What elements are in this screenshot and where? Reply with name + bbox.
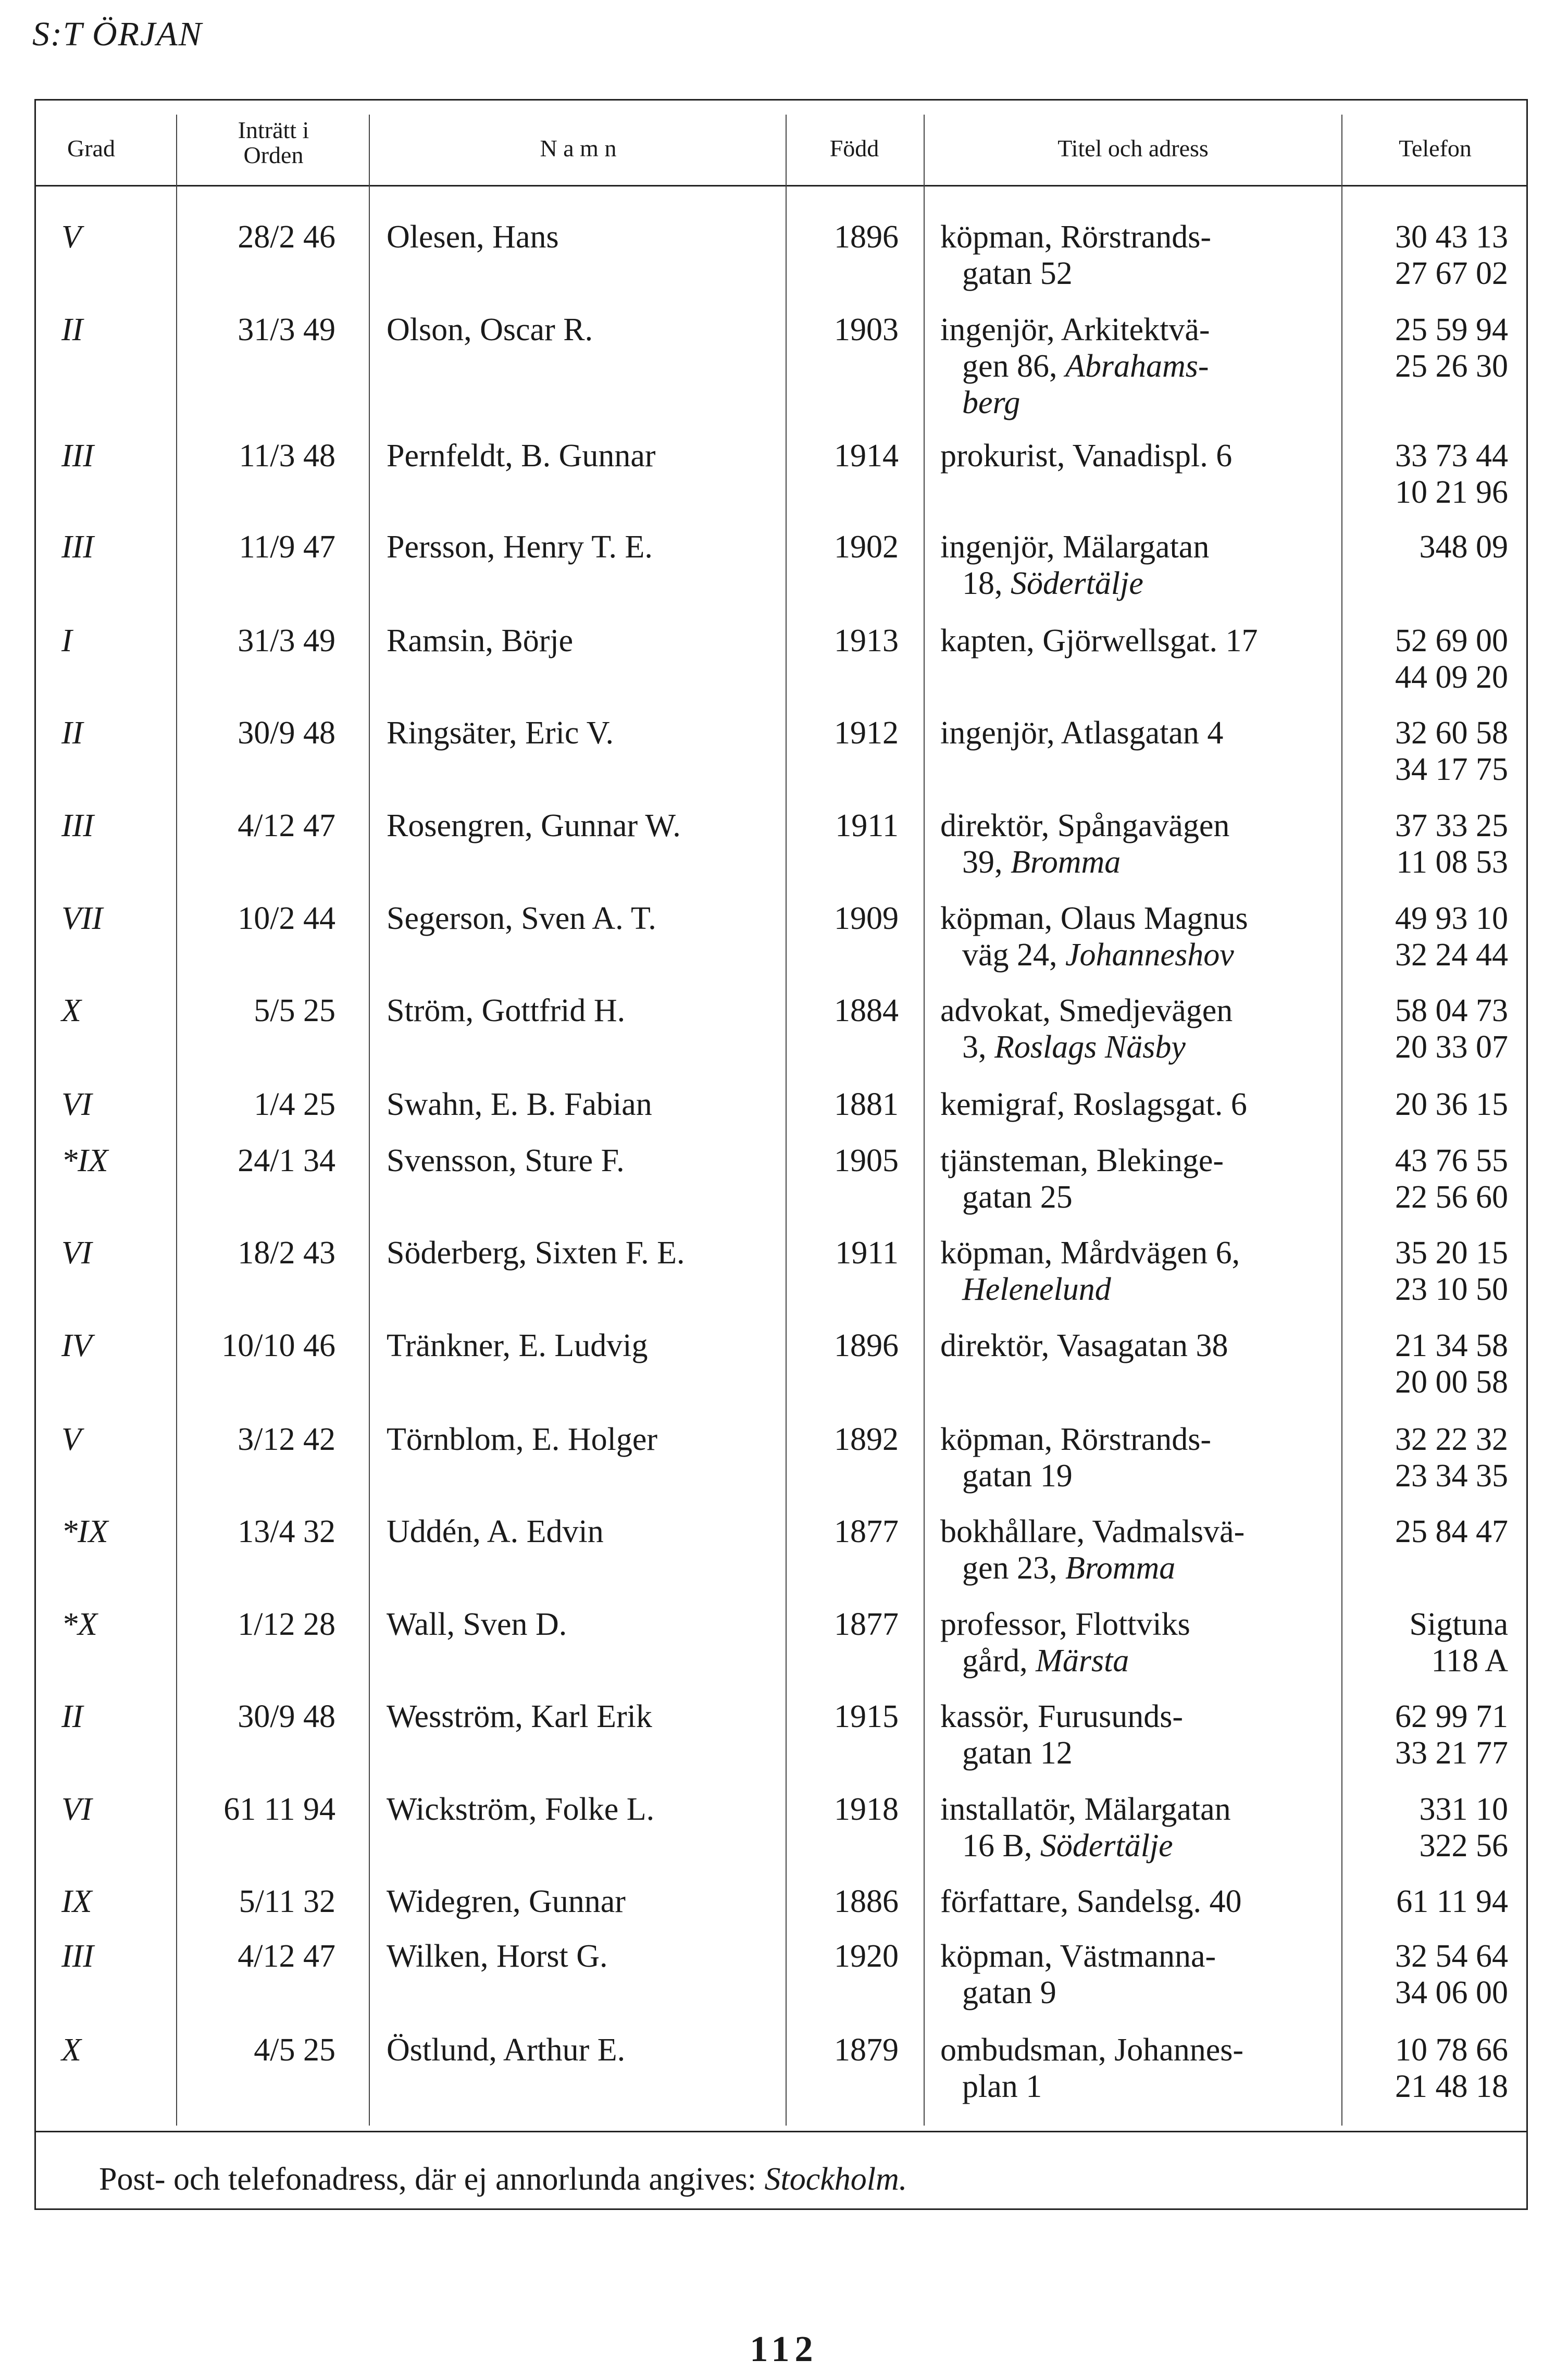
place: Bromma bbox=[1011, 845, 1121, 880]
address-cont: gatan 25 bbox=[962, 1179, 1073, 1215]
birth-year: 1918 bbox=[834, 1792, 899, 1827]
phone-1: 35 20 15 bbox=[1395, 1235, 1508, 1271]
header-intratt-line2: Orden bbox=[243, 142, 304, 168]
title-address bbox=[940, 1791, 1341, 1864]
member-name: Segerson, Sven A. T. bbox=[387, 901, 656, 936]
title-address bbox=[940, 1086, 1341, 1123]
phone-1: 32 60 58 bbox=[1395, 715, 1508, 751]
birth-year: 1877 bbox=[834, 1607, 899, 1642]
intratt: 11/3 48 bbox=[239, 438, 335, 474]
phone-1: 10 78 66 bbox=[1395, 2032, 1508, 2068]
title: författare, Sandelsg. 40 bbox=[940, 1884, 1242, 1919]
intratt: 1/12 28 bbox=[238, 1607, 335, 1642]
phone bbox=[1347, 1698, 1508, 1771]
intratt: 28/2 46 bbox=[238, 219, 335, 255]
phone-1: 32 54 64 bbox=[1395, 1939, 1508, 1974]
title-address bbox=[940, 900, 1341, 973]
footnote-city: Stockholm. bbox=[764, 2162, 907, 2197]
phone bbox=[1347, 1883, 1508, 1920]
intratt: 11/9 47 bbox=[239, 529, 335, 565]
phone-1: 348 09 bbox=[1419, 529, 1508, 565]
place: Roslags Näsby bbox=[994, 1029, 1186, 1065]
member-name: Östlund, Arthur E. bbox=[387, 2032, 626, 2068]
grad: *IX bbox=[61, 1514, 108, 1549]
grad: II bbox=[61, 715, 83, 751]
phone-1: 21 34 58 bbox=[1395, 1328, 1508, 1363]
intratt: 4/12 47 bbox=[238, 808, 335, 843]
grad: VII bbox=[61, 901, 103, 936]
intratt: 5/5 25 bbox=[254, 993, 335, 1028]
birth-year: 1913 bbox=[834, 623, 899, 659]
phone bbox=[1347, 219, 1508, 292]
intratt: 30/9 48 bbox=[238, 715, 335, 751]
member-name: Svensson, Sture F. bbox=[387, 1143, 625, 1178]
phone-1: 331 10 bbox=[1419, 1792, 1508, 1827]
address-cont: gatan 52 bbox=[962, 256, 1073, 291]
phone-2: 44 09 20 bbox=[1395, 660, 1508, 695]
member-name: Wall, Sven D. bbox=[387, 1607, 567, 1642]
birth-year: 1902 bbox=[834, 529, 899, 565]
birth-year: 1884 bbox=[834, 993, 899, 1028]
phone bbox=[1347, 1235, 1508, 1308]
title-address bbox=[940, 529, 1341, 602]
intratt: 4/12 47 bbox=[238, 1939, 335, 1974]
place: Märsta bbox=[1036, 1643, 1129, 1679]
grad: V bbox=[61, 1422, 81, 1457]
place: Abrahams- bbox=[1065, 349, 1209, 384]
birth-year: 1881 bbox=[834, 1087, 899, 1122]
intratt: 1/4 25 bbox=[254, 1087, 335, 1122]
running-head: S:T ÖRJAN bbox=[32, 15, 203, 53]
member-name: Rosengren, Gunnar W. bbox=[387, 808, 681, 843]
phone-1: 58 04 73 bbox=[1395, 993, 1508, 1028]
grad: VI bbox=[61, 1087, 92, 1122]
phone-2: 118 A bbox=[1431, 1643, 1508, 1679]
title: tjänsteman, Blekinge- bbox=[940, 1143, 1224, 1178]
intratt: 18/2 43 bbox=[238, 1235, 335, 1271]
footnote bbox=[99, 2161, 907, 2198]
phone-1: 20 36 15 bbox=[1395, 1087, 1508, 1122]
title: direktör, Vasagatan 38 bbox=[940, 1328, 1228, 1363]
title-address bbox=[940, 1883, 1341, 1920]
title: ombudsman, Johannes- bbox=[940, 2032, 1244, 2068]
member-name: Wesström, Karl Erik bbox=[387, 1699, 652, 1734]
phone bbox=[1347, 1606, 1508, 1679]
address-cont bbox=[940, 937, 1341, 973]
header-fodd: Född bbox=[829, 135, 879, 162]
phone-2: 10 21 96 bbox=[1395, 475, 1508, 510]
grad: IV bbox=[61, 1328, 92, 1363]
birth-year: 1909 bbox=[834, 901, 899, 936]
phone-1: 33 73 44 bbox=[1395, 438, 1508, 474]
phone-2: 34 17 75 bbox=[1395, 752, 1508, 787]
col-divider bbox=[369, 115, 370, 2126]
place: Johanneshov bbox=[1065, 937, 1234, 973]
address-cont: gatan 12 bbox=[962, 1735, 1073, 1771]
intratt: 13/4 32 bbox=[238, 1514, 335, 1549]
member-name: Uddén, A. Edvin bbox=[387, 1514, 604, 1549]
title-address bbox=[940, 715, 1341, 751]
col-divider bbox=[924, 115, 925, 2126]
grad: III bbox=[61, 1939, 94, 1974]
birth-year: 1877 bbox=[834, 1514, 899, 1549]
title: kassör, Furusunds- bbox=[940, 1699, 1183, 1734]
address-cont: plan 1 bbox=[962, 2069, 1042, 2104]
phone-1: 52 69 00 bbox=[1395, 623, 1508, 659]
member-name: Persson, Henry T. E. bbox=[387, 529, 653, 565]
phone-2: 23 10 50 bbox=[1395, 1272, 1508, 1307]
phone-2: 20 00 58 bbox=[1395, 1364, 1508, 1400]
phone bbox=[1347, 2032, 1508, 2105]
member-name: Wickström, Folke L. bbox=[387, 1792, 655, 1827]
member-name: Ringsäter, Eric V. bbox=[387, 715, 614, 751]
title: köpman, Rörstrands- bbox=[940, 1422, 1212, 1457]
title-address bbox=[940, 808, 1341, 880]
title: advokat, Smedjevägen bbox=[940, 993, 1233, 1028]
grad: X bbox=[61, 993, 81, 1028]
header-intratt-line1: Inträtt i bbox=[238, 117, 309, 143]
title: prokurist, Vanadispl. 6 bbox=[940, 438, 1233, 474]
title-address bbox=[940, 1327, 1341, 1364]
birth-year: 1879 bbox=[834, 2032, 899, 2068]
member-name: Swahn, E. B. Fabian bbox=[387, 1087, 652, 1122]
grad: III bbox=[61, 808, 94, 843]
grad: VI bbox=[61, 1235, 92, 1271]
phone bbox=[1347, 808, 1508, 880]
address-text: väg 24, bbox=[962, 937, 1057, 973]
phone bbox=[1347, 900, 1508, 973]
address-text: gen 86, bbox=[962, 349, 1057, 384]
grad: III bbox=[61, 529, 94, 565]
phone-1: Sigtuna bbox=[1409, 1607, 1508, 1642]
title-address bbox=[940, 219, 1341, 292]
phone-1: 37 33 25 bbox=[1395, 808, 1508, 843]
grad: II bbox=[61, 312, 83, 347]
phone bbox=[1347, 623, 1508, 696]
place: Södertälje bbox=[1040, 1828, 1173, 1864]
birth-year: 1914 bbox=[834, 438, 899, 474]
address-text: 3, bbox=[962, 1029, 987, 1065]
phone bbox=[1347, 715, 1508, 788]
member-name: Widegren, Gunnar bbox=[387, 1884, 626, 1919]
birth-year: 1920 bbox=[834, 1939, 899, 1974]
title: installatör, Mälargatan bbox=[940, 1792, 1231, 1827]
title: kemigraf, Roslagsgat. 6 bbox=[940, 1087, 1247, 1122]
grad: *IX bbox=[61, 1143, 108, 1178]
title: ingenjör, Atlasgatan 4 bbox=[940, 715, 1224, 751]
member-name: Pernfeldt, B. Gunnar bbox=[387, 438, 656, 474]
member-name: Tränkner, E. Ludvig bbox=[387, 1328, 648, 1363]
phone bbox=[1347, 1513, 1508, 1550]
title-address bbox=[940, 1938, 1341, 2011]
phone-2: 11 08 53 bbox=[1396, 845, 1508, 880]
address-cont bbox=[940, 844, 1341, 880]
phone-2: 20 33 07 bbox=[1395, 1029, 1508, 1065]
title-address bbox=[940, 1235, 1341, 1308]
grad: *X bbox=[61, 1607, 97, 1642]
grad: IX bbox=[61, 1884, 92, 1919]
intratt: 10/2 44 bbox=[238, 901, 335, 936]
address-cont: gatan 19 bbox=[962, 1458, 1073, 1494]
title-address bbox=[940, 1142, 1341, 1215]
birth-year: 1911 bbox=[835, 1235, 899, 1271]
phone bbox=[1347, 992, 1508, 1065]
phone-1: 25 84 47 bbox=[1395, 1514, 1508, 1549]
grad: X bbox=[61, 2032, 81, 2068]
title-address bbox=[940, 312, 1341, 421]
title: direktör, Spångavägen bbox=[940, 808, 1230, 843]
phone bbox=[1347, 312, 1508, 384]
grad: VI bbox=[61, 1792, 92, 1827]
intratt: 31/3 49 bbox=[238, 623, 335, 659]
birth-year: 1912 bbox=[834, 715, 899, 751]
title: köpman, Rörstrands- bbox=[940, 219, 1212, 255]
grad: III bbox=[61, 438, 94, 474]
col-divider bbox=[1341, 115, 1342, 2126]
intratt: 3/12 42 bbox=[238, 1422, 335, 1457]
member-name: Wilken, Horst G. bbox=[387, 1939, 608, 1974]
address-cont: gatan 9 bbox=[962, 1975, 1056, 2010]
phone bbox=[1347, 1791, 1508, 1864]
intratt: 4/5 25 bbox=[254, 2032, 335, 2068]
phone-1: 62 99 71 bbox=[1395, 1699, 1508, 1734]
place-cont: berg bbox=[962, 385, 1021, 420]
phone bbox=[1347, 438, 1508, 511]
address-cont bbox=[940, 565, 1341, 602]
member-name: Olson, Oscar R. bbox=[387, 312, 593, 347]
footer-rule bbox=[34, 2131, 1528, 2132]
phone bbox=[1347, 1421, 1508, 1494]
header-rule bbox=[34, 185, 1528, 187]
phone-1: 61 11 94 bbox=[1396, 1884, 1508, 1919]
phone bbox=[1347, 1086, 1508, 1123]
address-cont bbox=[940, 348, 1341, 384]
phone-1: 49 93 10 bbox=[1395, 901, 1508, 936]
birth-year: 1915 bbox=[834, 1699, 899, 1734]
title: professor, Flottviks bbox=[940, 1607, 1190, 1642]
title-address bbox=[940, 992, 1341, 1065]
title-address bbox=[940, 1513, 1341, 1586]
birth-year: 1886 bbox=[834, 1884, 899, 1919]
address-cont bbox=[940, 1828, 1341, 1864]
title: ingenjör, Mälargatan bbox=[940, 529, 1210, 565]
phone-1: 43 76 55 bbox=[1395, 1143, 1508, 1178]
title: bokhållare, Vadmalsvä- bbox=[940, 1514, 1245, 1549]
birth-year: 1903 bbox=[834, 312, 899, 347]
address-text: 16 B, bbox=[962, 1828, 1032, 1864]
grad: II bbox=[61, 1699, 83, 1734]
phone-2: 322 56 bbox=[1419, 1828, 1508, 1864]
intratt: 61 11 94 bbox=[223, 1792, 335, 1827]
intratt: 5/11 32 bbox=[239, 1884, 335, 1919]
grad: V bbox=[61, 219, 81, 255]
title-address bbox=[940, 1421, 1341, 1494]
birth-year: 1892 bbox=[834, 1422, 899, 1457]
phone-1: 32 22 32 bbox=[1395, 1422, 1508, 1457]
phone-2: 21 48 18 bbox=[1395, 2069, 1508, 2104]
address-cont bbox=[940, 1643, 1341, 1679]
address-text: 18, bbox=[962, 566, 1003, 601]
phone-2: 23 34 35 bbox=[1395, 1458, 1508, 1494]
birth-year: 1911 bbox=[835, 808, 899, 843]
member-name: Ström, Gottfrid H. bbox=[387, 993, 626, 1028]
phone bbox=[1347, 1142, 1508, 1215]
phone-2: 32 24 44 bbox=[1395, 937, 1508, 973]
member-name: Törnblom, E. Holger bbox=[387, 1422, 658, 1457]
member-name: Olesen, Hans bbox=[387, 219, 559, 255]
title-address bbox=[940, 623, 1341, 659]
phone-1: 30 43 13 bbox=[1395, 219, 1508, 255]
place: Helenelund bbox=[962, 1272, 1111, 1307]
address-cont bbox=[940, 1550, 1341, 1586]
address-text: 39, bbox=[962, 845, 1003, 880]
title-address bbox=[940, 2032, 1341, 2105]
member-name: Söderberg, Sixten F. E. bbox=[387, 1235, 685, 1271]
header-telefon: Telefon bbox=[1399, 135, 1472, 162]
phone-2: 22 56 60 bbox=[1395, 1179, 1508, 1215]
phone bbox=[1347, 1938, 1508, 2011]
title: köpman, Mårdvägen 6, bbox=[940, 1235, 1240, 1271]
page-number: 112 bbox=[750, 2329, 818, 2369]
phone-2: 34 06 00 bbox=[1395, 1975, 1508, 2010]
place: Bromma bbox=[1065, 1550, 1176, 1586]
grad: I bbox=[61, 623, 72, 659]
phone-2: 27 67 02 bbox=[1395, 256, 1508, 291]
title: köpman, Olaus Magnus bbox=[940, 901, 1248, 936]
phone-2: 33 21 77 bbox=[1395, 1735, 1508, 1771]
phone-2: 25 26 30 bbox=[1395, 349, 1508, 384]
title: kapten, Gjörwellsgat. 17 bbox=[940, 623, 1258, 659]
phone bbox=[1347, 529, 1508, 565]
header-grad: Grad bbox=[67, 135, 115, 162]
header-intratt bbox=[188, 118, 359, 168]
header-namn: N a m n bbox=[540, 135, 617, 162]
place: Södertälje bbox=[1011, 566, 1143, 601]
title-address bbox=[940, 438, 1341, 474]
intratt: 10/10 46 bbox=[221, 1328, 335, 1363]
address-text: gård, bbox=[962, 1643, 1028, 1679]
birth-year: 1896 bbox=[834, 219, 899, 255]
title: ingenjör, Arkitektvä- bbox=[940, 312, 1210, 347]
intratt: 30/9 48 bbox=[238, 1699, 335, 1734]
footnote-text: Post- och telefonadress, där ej annorlunda angives: bbox=[99, 2162, 765, 2197]
intratt: 24/1 34 bbox=[238, 1143, 335, 1178]
address-cont bbox=[940, 1029, 1341, 1065]
phone-1: 25 59 94 bbox=[1395, 312, 1508, 347]
header-titel: Titel och adress bbox=[1057, 135, 1209, 162]
title-address bbox=[940, 1606, 1341, 1679]
phone bbox=[1347, 1327, 1508, 1400]
birth-year: 1896 bbox=[834, 1328, 899, 1363]
title-address bbox=[940, 1698, 1341, 1771]
address-text: gen 23, bbox=[962, 1550, 1057, 1586]
title: köpman, Västmanna- bbox=[940, 1939, 1216, 1974]
intratt: 31/3 49 bbox=[238, 312, 335, 347]
birth-year: 1905 bbox=[834, 1143, 899, 1178]
member-name: Ramsin, Börje bbox=[387, 623, 574, 659]
